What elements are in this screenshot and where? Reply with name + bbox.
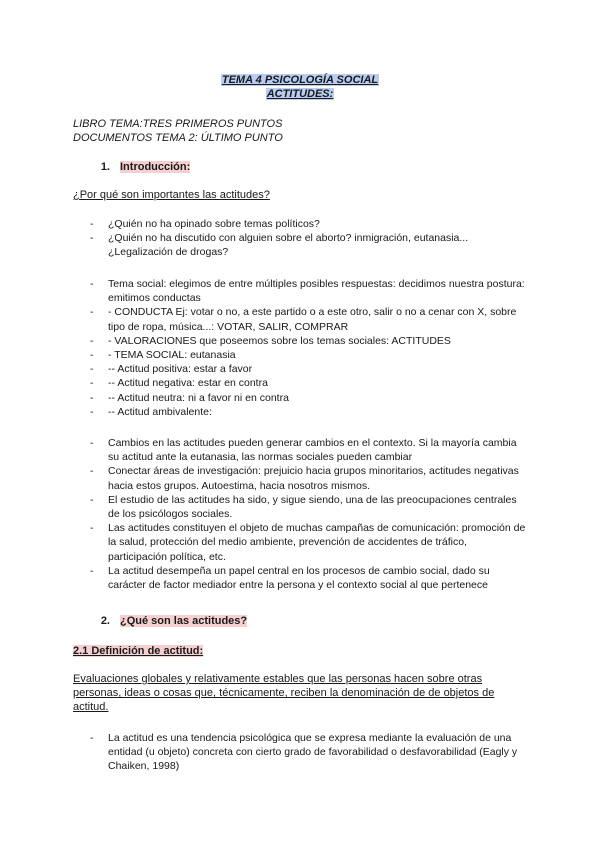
ref-line-2: DOCUMENTOS TEMA 2: ÚLTIMO PUNTO	[73, 132, 283, 144]
section-2-heading	[73, 614, 247, 628]
list-item: - Tema social: elegimos de entre múltiples posibles respuestas: decidimos nuestra postura: emitimos conductas	[0, 277, 528, 305]
ref-line-1: LIBRO TEMA:TRES PRIMEROS PUNTOS	[73, 118, 283, 130]
doc-title-line1: TEMA 4 PSICOLOGÍA SOCIAL	[221, 74, 379, 86]
list-item: - La actitud es una tendencia psicológica que se expresa mediante la evaluación de una entidad (u objeto) concreta con cierto grado de favorabilidad o desfavorabilidad (Eagly y Chaiken, 1998)	[0, 731, 528, 774]
list-item: - ¿Quién no ha opinado sobre temas políticos?	[0, 217, 528, 231]
intro-list-c	[0, 436, 528, 592]
list-item: - -- Actitud neutra: ni a favor ni en contra	[0, 391, 528, 405]
list-item: - - VALORACIONES que poseemos sobre los temas sociales: ACTITUDES	[0, 334, 528, 348]
doc-title-line2: ACTITUDES:	[266, 88, 334, 100]
list-item: - -- Actitud ambivalente:	[0, 405, 528, 419]
list-item: - Cambios en las actitudes pueden generar cambios en el contexto. Si la mayoría cambia su actitud ante la eutanasia, las normas sociales pueden cambiar	[0, 436, 528, 464]
list-item: - - CONDUCTA Ej: votar o no, a este partido o a este otro, salir o no a cenar con X, sobre tipo de ropa, música...: VOTAR, SALIR, COMPRAR	[0, 305, 528, 333]
list-item: - El estudio de las actitudes ha sido, y sigue siendo, una de las preocupaciones centrales de los psicólogos sociales.	[0, 493, 528, 521]
intro-list-a	[0, 217, 528, 260]
list-item: - Las actitudes constituyen el objeto de muchas campañas de comunicación: promoción de la salud, protección del medio ambiente, prevención de accidentes de tráfico, participación política, etc.	[0, 521, 528, 564]
intro-question: ¿Por qué son importantes las actitudes?	[73, 189, 270, 201]
intro-list-b	[0, 277, 528, 419]
list-item: - - TEMA SOCIAL: eutanasia	[0, 348, 528, 362]
section-2-number: 2.	[100, 615, 110, 627]
subsection-2-1-title: 2.1 Definición de actitud:	[73, 645, 204, 657]
section-1-number: 1.	[100, 161, 110, 173]
subsection-2-1-heading	[73, 644, 203, 658]
section-1-title: Introducción:	[120, 161, 191, 173]
definition-paragraph: Evaluaciones globales y relativamente estables que las personas hacen sobre otras personas, ideas o cosas que, técnicamente, reciben la denominación de de objetos de actitud.	[73, 673, 495, 713]
list-item: - ¿Quién no ha discutido con alguien sobre el aborto? inmigración, eutanasia...¿Legalización de drogas?	[0, 231, 528, 259]
definition-list	[0, 731, 528, 774]
section-1-heading	[73, 160, 190, 174]
list-item: - -- Actitud negativa: estar en contra	[0, 376, 528, 390]
list-item: - La actitud desempeña un papel central en los procesos de cambio social, dado su carácter de factor mediador entre la persona y el contexto social al que pertenece	[0, 564, 528, 592]
section-2-title: ¿Qué son las actitudes?	[120, 615, 248, 627]
list-item: - Conectar áreas de investigación: prejuicio hacia grupos minoritarios, actitudes negativas hacia estos grupos. Autoestima, hacia nosotros mismos.	[0, 464, 528, 492]
list-item: - -- Actitud positiva: estar a favor	[0, 362, 528, 376]
